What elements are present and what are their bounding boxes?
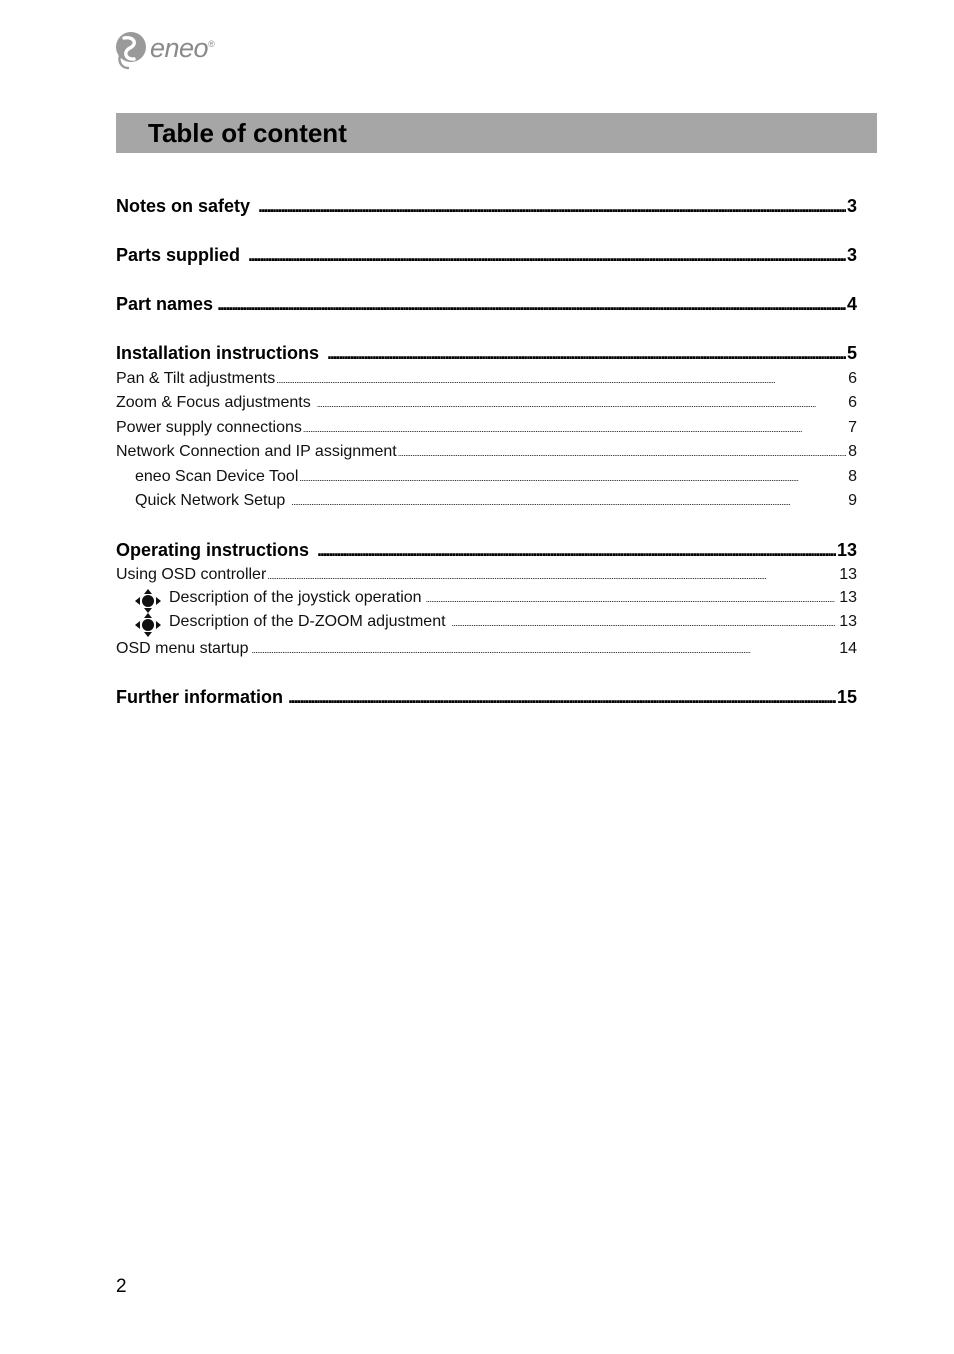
leader-dots <box>267 571 835 581</box>
toc-entry-page: 3 <box>846 245 857 265</box>
toc-entry-label: OSD menu startup <box>116 640 249 657</box>
leader-dots <box>299 473 847 483</box>
page-title: Table of content <box>148 118 347 148</box>
logo-wordmark: eneo® <box>150 32 215 63</box>
toc-entry-quick-network-setup[interactable] <box>135 492 857 510</box>
leader-dots <box>276 375 847 385</box>
toc-entry-label: Pan & Tilt adjustments <box>116 370 276 387</box>
toc-entry-page: 13 <box>839 613 857 630</box>
leader-dots <box>288 687 836 708</box>
joystick-arrows-icon <box>135 589 161 613</box>
toc-entry-label: Description of the D-ZOOM adjustment <box>169 613 446 630</box>
page-number: 2 <box>116 1276 127 1297</box>
toc-entry-part-names[interactable] <box>116 294 857 315</box>
toc-entry-page: 7 <box>848 419 857 436</box>
toc-entry-page: 13 <box>839 566 857 583</box>
leader-dots <box>291 497 847 507</box>
leader-dots <box>327 343 846 364</box>
toc-entry-further-information[interactable] <box>116 687 857 708</box>
toc-entry-page: 6 <box>848 394 857 411</box>
toc-entry-label: Part names <box>116 294 214 314</box>
title-bar <box>116 113 877 153</box>
toc-entry-power-supply[interactable] <box>116 419 857 437</box>
leader-dots <box>303 424 847 434</box>
leader-dots <box>426 594 836 604</box>
toc-entry-label: Installation instructions <box>116 343 320 363</box>
toc-entry-page: 14 <box>839 640 857 657</box>
toc-entry-page: 8 <box>848 468 857 485</box>
toc-entry-label: Operating instructions <box>116 540 310 560</box>
toc-entry-scan-device-tool[interactable] <box>135 468 857 486</box>
leader-dots <box>258 196 846 217</box>
toc-entry-osd-controller[interactable] <box>116 566 857 584</box>
toc-entry-page: 15 <box>836 687 857 707</box>
eneo-logo-icon <box>114 30 148 70</box>
toc-entry-label: Further information <box>116 687 283 707</box>
toc-entry-network-connection[interactable] <box>116 443 857 461</box>
toc-entry-label: Quick Network Setup <box>135 492 286 509</box>
toc-entry-label: eneo Scan Device Tool <box>135 468 299 485</box>
leader-dots <box>217 294 846 315</box>
toc-entry-page: 5 <box>846 343 857 363</box>
toc-entry-page: 6 <box>848 370 857 387</box>
leader-dots <box>252 645 836 655</box>
toc-entry-operating-instructions[interactable] <box>116 540 857 561</box>
leader-dots <box>248 245 846 266</box>
toc-entry-page: 13 <box>836 540 857 560</box>
toc-entry-osd-menu-startup[interactable] <box>116 640 857 658</box>
toc-entry-joystick-operation[interactable] <box>135 589 857 613</box>
toc-entry-pan-tilt[interactable] <box>116 370 857 388</box>
joystick-arrows-icon <box>135 613 161 637</box>
toc-entry-page: 4 <box>846 294 857 314</box>
toc-entry-label: Power supply connections <box>116 419 302 436</box>
toc-entry-label: Network Connection and IP assignment <box>116 443 397 460</box>
toc-entry-dzoom-adjustment[interactable] <box>135 613 857 637</box>
leader-dots <box>398 448 847 458</box>
toc-entry-page: 8 <box>848 443 857 460</box>
leader-dots <box>452 618 836 628</box>
toc-entry-page: 9 <box>848 492 857 509</box>
toc-entry-notes-on-safety[interactable] <box>116 196 857 217</box>
toc-entry-label: Parts supplied <box>116 245 241 265</box>
toc-entry-page: 13 <box>839 589 857 606</box>
toc-entry-zoom-focus[interactable] <box>116 394 857 412</box>
toc-entry-label: Notes on safety <box>116 196 251 216</box>
leader-dots <box>317 540 836 561</box>
leader-dots <box>317 399 847 409</box>
eneo-logo <box>114 30 214 70</box>
toc-entry-label: Using OSD controller <box>116 566 267 583</box>
toc-entry-label: Zoom & Focus adjustments <box>116 394 311 411</box>
toc-entry-page: 3 <box>846 196 857 216</box>
toc-entry-installation-instructions[interactable] <box>116 343 857 364</box>
toc-entry-label: Description of the joystick operation <box>169 589 422 606</box>
toc-entry-parts-supplied[interactable] <box>116 245 857 266</box>
